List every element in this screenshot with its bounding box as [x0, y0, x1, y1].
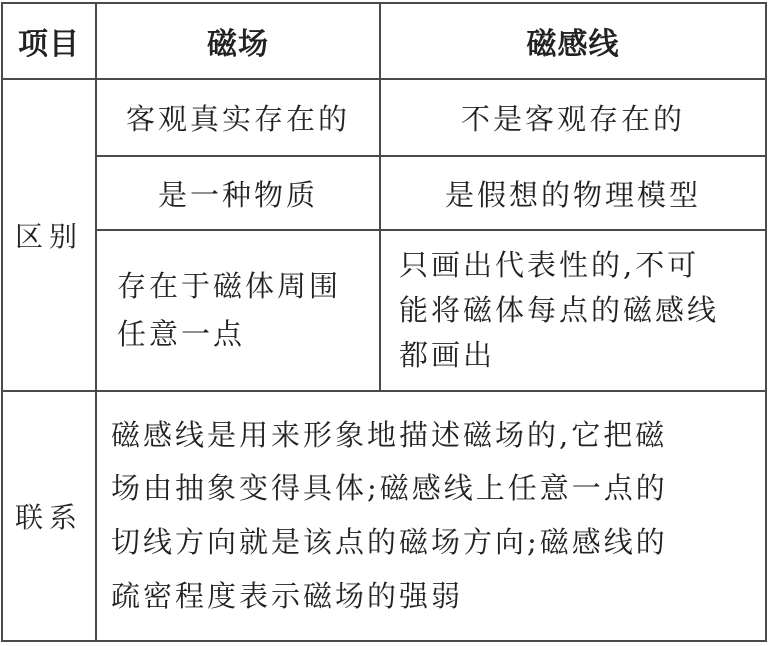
- table-row: [2, 230, 766, 391]
- field-lines-text: 能将磁体每点的磁感线: [399, 293, 720, 328]
- field-lines-cell: [380, 230, 766, 391]
- table-row: [2, 79, 766, 156]
- field-lines-text: 是假想的物理模型: [444, 177, 701, 212]
- header-field-lines: 磁感线: [380, 3, 766, 79]
- table-row: [2, 156, 766, 230]
- relation-cell: [96, 391, 766, 641]
- field-cell: [96, 230, 380, 391]
- difference-label: 区别: [2, 79, 96, 391]
- relation-text: 场由抽象变得具体;磁感线上任意一点的: [111, 471, 668, 506]
- relation-text: 磁感线是用来形象地描述磁场的,它把磁: [111, 417, 668, 452]
- field-lines-text: 只画出代表性的,不可: [399, 248, 700, 283]
- relation-row: [2, 391, 766, 641]
- field-text: 任意一点: [117, 316, 246, 351]
- field-cell: [96, 156, 380, 230]
- relation-label: 联系: [2, 391, 96, 641]
- field-lines-cell: [380, 156, 766, 230]
- field-lines-text: 不是客观存在的: [460, 102, 685, 136]
- field-text: 是一种物质: [157, 177, 318, 212]
- field-text: 存在于磁体周围: [117, 268, 342, 303]
- comparison-table: [1, 2, 767, 642]
- header-item: 项目: [2, 3, 96, 79]
- field-text: 客观真实存在的: [125, 102, 350, 136]
- field-cell: [96, 79, 380, 156]
- field-lines-text: 都画出: [399, 337, 496, 372]
- relation-text: 切线方向就是该点的磁场方向;磁感线的: [111, 525, 668, 559]
- relation-text: 疏密程度表示磁场的强弱: [111, 578, 464, 613]
- header-magnetic-field: 磁场: [96, 3, 380, 79]
- header-row: [2, 3, 766, 79]
- field-lines-cell: [380, 79, 766, 156]
